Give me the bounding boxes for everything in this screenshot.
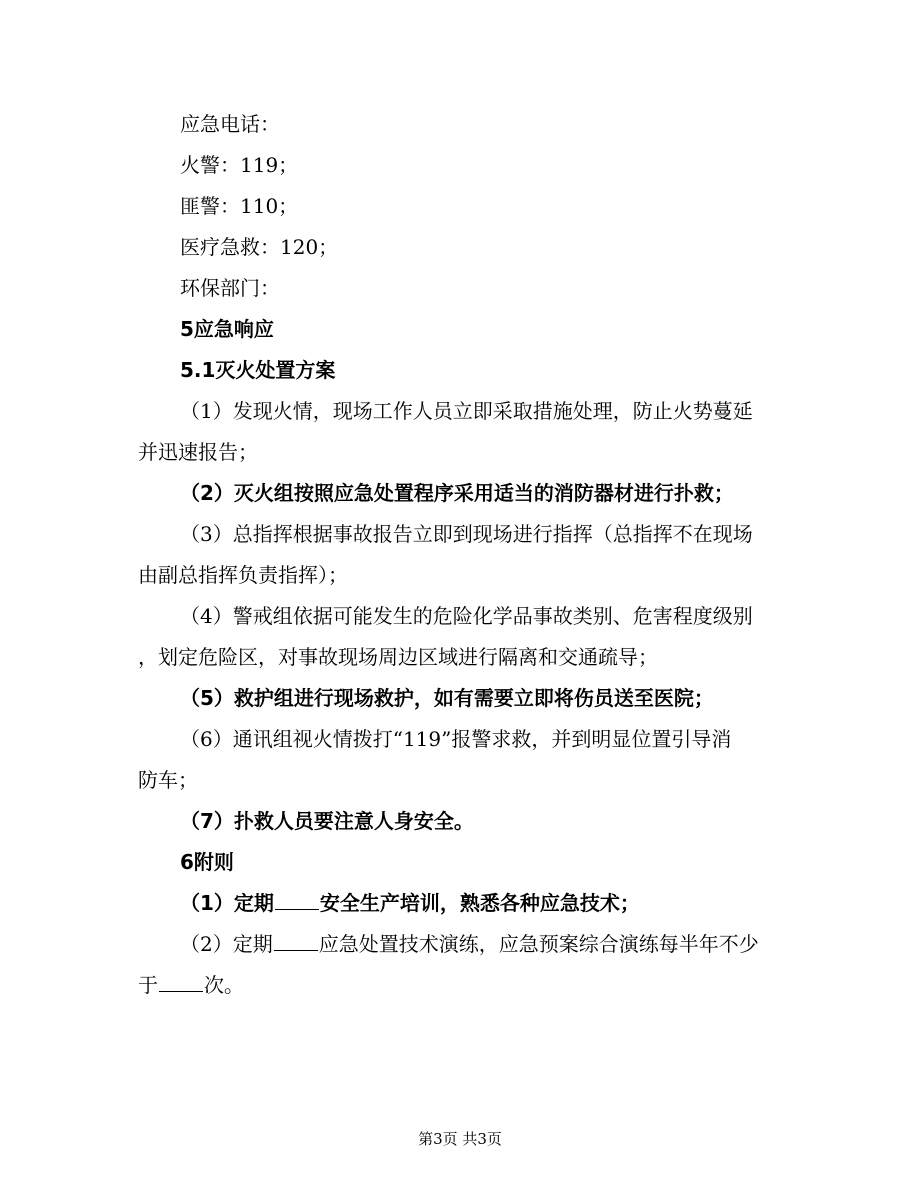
fill-blank [159,990,203,992]
section5-title: 5应急响应 [180,317,274,341]
section5-item1-line2: 并迅速报告； [138,440,258,464]
section5-item3-line2: 由副总指挥负责指挥）； [138,563,348,587]
section6-title: 6附则 [180,850,234,874]
section5-item4-line2: ，划定危险区，对事故现场周边区域进行隔离和交通疏导； [138,645,658,669]
section6-item2-pre: （2）定期 [180,932,273,956]
section5-1-title: 5.1灭火处置方案 [180,358,336,382]
fill-blank [275,908,319,910]
section6-item1 [180,889,640,917]
contact-police: 匪警：110； [180,194,299,218]
section5-item7: （7）扑救人员要注意人身安全。 [180,809,474,833]
contacts-heading: 应急电话： [180,112,280,136]
contact-medical: 医疗急救：120； [180,235,339,259]
section6-item2-line2-pre: 于 [138,973,158,997]
section5-item4-line1: （4）警戒组依据可能发生的危险化学品事故类别、危害程度级别 [180,604,753,628]
contact-env: 环保部门： [180,276,280,300]
section6-item2-line1 [180,930,759,958]
section5-item2: （2）灭火组按照应急处置程序采用适当的消防器材进行扑救； [180,481,734,505]
section5-item1-line1: （1）发现火情，现场工作人员立即采取措施处理，防止火势蔓延 [180,399,753,423]
section6-item2-line2-post: 次。 [204,973,244,997]
section6-item1-post: 安全生产培训，熟悉各种应急技术； [319,891,640,915]
section6-item2-line2 [138,971,244,999]
section5-item6-line1: （6）通讯组视火情拨打“119”报警求救，并到明显位置引导消 [180,727,732,751]
page-footer: 第3页 共3页 [418,1130,502,1148]
contact-fire: 火警：119； [180,153,299,177]
fill-blank [274,949,318,951]
section5-item3-line1: （3）总指挥根据事故报告立即到现场进行指挥（总指挥不在现场 [180,522,753,546]
section6-item2-post: 应急处置技术演练，应急预案综合演练每半年不少 [318,932,759,956]
section5-item5: （5）救护组进行现场救护，如有需要立即将伤员送至医院； [180,686,714,710]
section6-item1-pre: （1）定期 [180,891,274,915]
section5-item6-line2: 防车； [138,768,198,792]
